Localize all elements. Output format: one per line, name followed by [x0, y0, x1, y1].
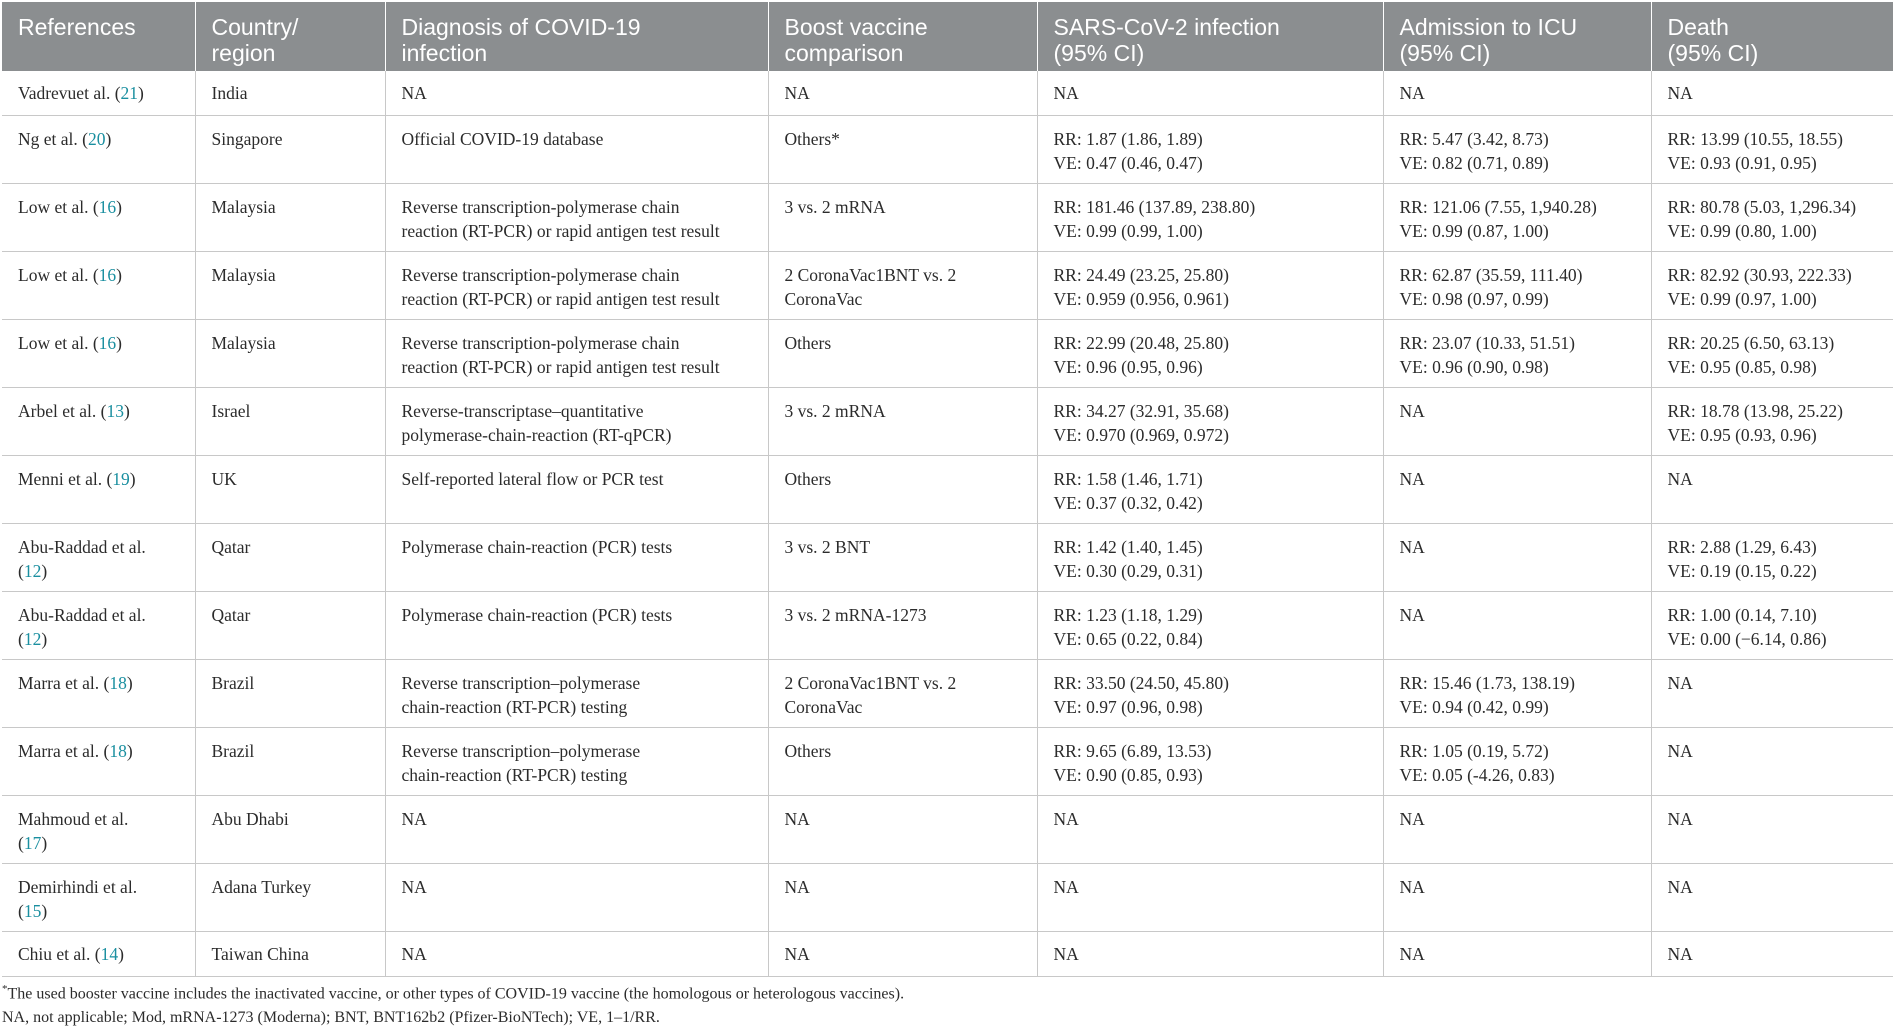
reference-author: Ng et al. (	[18, 129, 88, 149]
cell-death: NA	[1651, 932, 1893, 977]
reference-author: Arbel et al. (	[18, 401, 107, 421]
table-row	[2, 592, 1893, 660]
reference-author: Low et al. (	[18, 197, 99, 217]
cell-death: RR: 2.88 (1.29, 6.43) VE: 0.19 (0.15, 0.22)	[1651, 524, 1893, 592]
cell-infection: RR: 22.99 (20.48, 25.80) VE: 0.96 (0.95, 0.96)	[1037, 320, 1383, 388]
cell-country: Malaysia	[195, 184, 385, 252]
cell-death: RR: 18.78 (13.98, 25.22) VE: 0.95 (0.93, 0.96)	[1651, 388, 1893, 456]
reference-author: Marra et al. (	[18, 673, 110, 693]
header-references: References	[2, 2, 195, 71]
footnote-booster	[2, 977, 904, 1006]
cell-icu: NA	[1383, 71, 1651, 116]
table-row	[2, 184, 1893, 252]
reference-author: Abu-Raddad et al. (	[18, 605, 146, 649]
cell-infection: RR: 9.65 (6.89, 13.53) VE: 0.90 (0.85, 0.93)	[1037, 728, 1383, 796]
reference-author: Marra et al. (	[18, 741, 110, 761]
reference-link[interactable]: 17	[23, 833, 42, 853]
cell-country: Brazil	[195, 728, 385, 796]
cell-diagnosis: NA	[385, 796, 768, 864]
cell-diagnosis: Self-reported lateral flow or PCR test	[385, 456, 768, 524]
reference-close: )	[116, 265, 122, 285]
cell-icu: NA	[1383, 388, 1651, 456]
table-row	[2, 116, 1893, 184]
reference-close: )	[116, 197, 122, 217]
header-country: Country/ region	[195, 2, 385, 71]
cell-infection: RR: 24.49 (23.25, 25.80) VE: 0.959 (0.956, 0.961)	[1037, 252, 1383, 320]
reference-close: )	[129, 469, 136, 489]
cell-icu: NA	[1383, 932, 1651, 977]
cell-death: RR: 1.00 (0.14, 7.10) VE: 0.00 (−6.14, 0.86)	[1651, 592, 1893, 660]
cell-vaccine: 3 vs. 2 mRNA-1273	[768, 592, 1037, 660]
reference-close: )	[123, 401, 130, 421]
table-body	[2, 71, 1893, 977]
table-row	[2, 524, 1893, 592]
cell-diagnosis: Polymerase chain-reaction (PCR) tests	[385, 592, 768, 660]
cell-country: Qatar	[195, 524, 385, 592]
table-row	[2, 932, 1893, 977]
reference-link[interactable]: 18	[109, 673, 127, 693]
reference-close: )	[41, 901, 48, 921]
footnote-star: *	[2, 983, 8, 995]
cell-reference	[2, 184, 195, 252]
cell-country: Israel	[195, 388, 385, 456]
cell-diagnosis: Polymerase chain-reaction (PCR) tests	[385, 524, 768, 592]
cell-reference	[2, 388, 195, 456]
cell-infection: RR: 1.58 (1.46, 1.71) VE: 0.37 (0.32, 0.42)	[1037, 456, 1383, 524]
cell-country: Taiwan China	[195, 932, 385, 977]
reference-link[interactable]: 16	[98, 197, 117, 217]
reference-close: )	[41, 833, 48, 853]
footnote-booster-text: The used booster vaccine includes the inactivated vaccine, or other types of COVID-19 vaccine (the homologous or heterologous vaccines).	[7, 985, 905, 1003]
cell-death: RR: 20.25 (6.50, 63.13) VE: 0.95 (0.85, 0.98)	[1651, 320, 1893, 388]
cell-reference	[2, 71, 195, 116]
cell-vaccine: 2 CoronaVac1BNT vs. 2 CoronaVac	[768, 252, 1037, 320]
cell-infection: RR: 33.50 (24.50, 45.80) VE: 0.97 (0.96, 0.98)	[1037, 660, 1383, 728]
reference-close: )	[116, 333, 122, 353]
reference-link[interactable]: 18	[109, 741, 127, 761]
cell-diagnosis: Reverse transcription-polymerase chain reaction (RT-PCR) or rapid antigen test result	[385, 252, 768, 320]
header-vaccine: Boost vaccine comparison	[768, 2, 1037, 71]
header-icu: Admission to ICU (95% CI)	[1383, 2, 1651, 71]
table-row	[2, 71, 1893, 116]
cell-icu: RR: 5.47 (3.42, 8.73) VE: 0.82 (0.71, 0.89)	[1383, 116, 1651, 184]
cell-reference	[2, 796, 195, 864]
cell-icu: NA	[1383, 456, 1651, 524]
cell-reference	[2, 660, 195, 728]
footnote-abbreviations: NA, not applicable; Mod, mRNA-1273 (Moderna); BNT, BNT162b2 (Pfizer-BioNTech); VE, 1–1/RR.	[2, 1009, 660, 1027]
cell-death: NA	[1651, 796, 1893, 864]
cell-icu: RR: 15.46 (1.73, 138.19) VE: 0.94 (0.42, 0.99)	[1383, 660, 1651, 728]
cell-icu: RR: 23.07 (10.33, 51.51) VE: 0.96 (0.90, 0.98)	[1383, 320, 1651, 388]
header-diagnosis: Diagnosis of COVID-19 infection	[385, 2, 768, 71]
cell-icu: NA	[1383, 796, 1651, 864]
reference-link[interactable]: 19	[112, 469, 130, 489]
cell-diagnosis: NA	[385, 932, 768, 977]
reference-link[interactable]: 21	[120, 83, 139, 103]
cell-death: NA	[1651, 728, 1893, 796]
cell-icu: RR: 62.87 (35.59, 111.40) VE: 0.98 (0.97, 0.99)	[1383, 252, 1651, 320]
reference-author: Abu-Raddad et al. (	[18, 537, 146, 581]
header-death: Death (95% CI)	[1651, 2, 1893, 71]
cell-infection: NA	[1037, 71, 1383, 116]
cell-country: Abu Dhabi	[195, 796, 385, 864]
reference-close: )	[138, 83, 144, 103]
cell-diagnosis: NA	[385, 71, 768, 116]
reference-link[interactable]: 15	[23, 901, 42, 921]
reference-close: )	[41, 629, 48, 649]
cell-vaccine: Others	[768, 320, 1037, 388]
cell-infection: RR: 181.46 (137.89, 238.80) VE: 0.99 (0.99, 1.00)	[1037, 184, 1383, 252]
cell-icu: NA	[1383, 592, 1651, 660]
reference-link[interactable]: 12	[23, 629, 42, 649]
reference-author: Menni et al. (	[18, 469, 113, 489]
cell-diagnosis: Reverse transcription-polymerase chain reaction (RT-PCR) or rapid antigen test result	[385, 320, 768, 388]
reference-close: )	[41, 561, 48, 581]
cell-infection: RR: 1.23 (1.18, 1.29) VE: 0.65 (0.22, 0.84)	[1037, 592, 1383, 660]
table-row	[2, 456, 1893, 524]
cell-vaccine: NA	[768, 71, 1037, 116]
cell-reference	[2, 592, 195, 660]
reference-link[interactable]: 16	[98, 333, 117, 353]
reference-close: )	[126, 673, 133, 693]
table-row	[2, 728, 1893, 796]
cell-death: NA	[1651, 71, 1893, 116]
cell-infection: RR: 1.87 (1.86, 1.89) VE: 0.47 (0.46, 0.47)	[1037, 116, 1383, 184]
cell-death: NA	[1651, 864, 1893, 932]
cell-reference	[2, 728, 195, 796]
table-row	[2, 252, 1893, 320]
reference-close: )	[126, 741, 133, 761]
cell-infection: RR: 1.42 (1.40, 1.45) VE: 0.30 (0.29, 0.31)	[1037, 524, 1383, 592]
cell-vaccine: NA	[768, 932, 1037, 977]
cell-vaccine: 3 vs. 2 mRNA	[768, 388, 1037, 456]
table-header-row	[2, 2, 1893, 71]
cell-vaccine: NA	[768, 796, 1037, 864]
reference-link[interactable]: 12	[23, 561, 42, 581]
cell-country: UK	[195, 456, 385, 524]
cell-diagnosis: Reverse transcription–polymerase chain-reaction (RT-PCR) testing	[385, 660, 768, 728]
cell-icu: RR: 1.05 (0.19, 5.72) VE: 0.05 (-4.26, 0.83)	[1383, 728, 1651, 796]
cell-vaccine: Others	[768, 728, 1037, 796]
cell-vaccine: Others*	[768, 116, 1037, 184]
cell-infection: NA	[1037, 796, 1383, 864]
cell-country: Qatar	[195, 592, 385, 660]
cell-infection: NA	[1037, 864, 1383, 932]
cell-death: NA	[1651, 456, 1893, 524]
cell-vaccine: 2 CoronaVac1BNT vs. 2 CoronaVac	[768, 660, 1037, 728]
table-row	[2, 796, 1893, 864]
reference-author: Demirhindi et al. (	[18, 877, 138, 921]
cell-diagnosis: Reverse transcription-polymerase chain reaction (RT-PCR) or rapid antigen test result	[385, 184, 768, 252]
cell-vaccine: Others	[768, 456, 1037, 524]
cell-country: Adana Turkey	[195, 864, 385, 932]
reference-link[interactable]: 16	[98, 265, 117, 285]
cell-death: RR: 82.92 (30.93, 222.33) VE: 0.99 (0.97, 1.00)	[1651, 252, 1893, 320]
reference-author: Chiu et al. (	[18, 944, 101, 964]
cell-country: Brazil	[195, 660, 385, 728]
cell-diagnosis: NA	[385, 864, 768, 932]
cell-death: NA	[1651, 660, 1893, 728]
cell-diagnosis: Reverse transcription–polymerase chain-reaction (RT-PCR) testing	[385, 728, 768, 796]
reference-author: Vadrevuet al. (	[18, 83, 121, 103]
reference-author: Mahmoud et al. (	[18, 809, 129, 853]
table-row	[2, 320, 1893, 388]
table-row	[2, 864, 1893, 932]
cell-infection: NA	[1037, 932, 1383, 977]
table-row	[2, 660, 1893, 728]
reference-author: Low et al. (	[18, 333, 99, 353]
cell-reference	[2, 320, 195, 388]
table-row	[2, 388, 1893, 456]
reference-author: Low et al. (	[18, 265, 99, 285]
cell-diagnosis: Reverse-transcriptase–quantitative polymerase-chain-reaction (RT-qPCR)	[385, 388, 768, 456]
cell-reference	[2, 116, 195, 184]
cell-country: Malaysia	[195, 320, 385, 388]
cell-reference	[2, 456, 195, 524]
cell-icu: RR: 121.06 (7.55, 1,940.28) VE: 0.99 (0.87, 1.00)	[1383, 184, 1651, 252]
cell-reference	[2, 864, 195, 932]
cell-country: Malaysia	[195, 252, 385, 320]
cell-infection: RR: 34.27 (32.91, 35.68) VE: 0.970 (0.969, 0.972)	[1037, 388, 1383, 456]
cell-icu: NA	[1383, 864, 1651, 932]
reference-link[interactable]: 13	[106, 401, 124, 421]
header-infection: SARS-CoV-2 infection (95% CI)	[1037, 2, 1383, 71]
results-table	[2, 2, 1893, 977]
results-table-wrapper	[2, 2, 1893, 977]
cell-vaccine: 3 vs. 2 BNT	[768, 524, 1037, 592]
reference-close: )	[105, 129, 112, 149]
cell-reference	[2, 932, 195, 977]
cell-icu: NA	[1383, 524, 1651, 592]
footnotes	[2, 977, 904, 1030]
cell-death: RR: 13.99 (10.55, 18.55) VE: 0.93 (0.91, 0.95)	[1651, 116, 1893, 184]
cell-vaccine: 3 vs. 2 mRNA	[768, 184, 1037, 252]
reference-close: )	[118, 944, 124, 964]
reference-link[interactable]: 14	[100, 944, 119, 964]
cell-vaccine: NA	[768, 864, 1037, 932]
cell-country: India	[195, 71, 385, 116]
cell-diagnosis: Official COVID-19 database	[385, 116, 768, 184]
reference-link[interactable]: 20	[87, 129, 106, 149]
cell-country: Singapore	[195, 116, 385, 184]
cell-reference	[2, 524, 195, 592]
cell-reference	[2, 252, 195, 320]
cell-death: RR: 80.78 (5.03, 1,296.34) VE: 0.99 (0.80, 1.00)	[1651, 184, 1893, 252]
